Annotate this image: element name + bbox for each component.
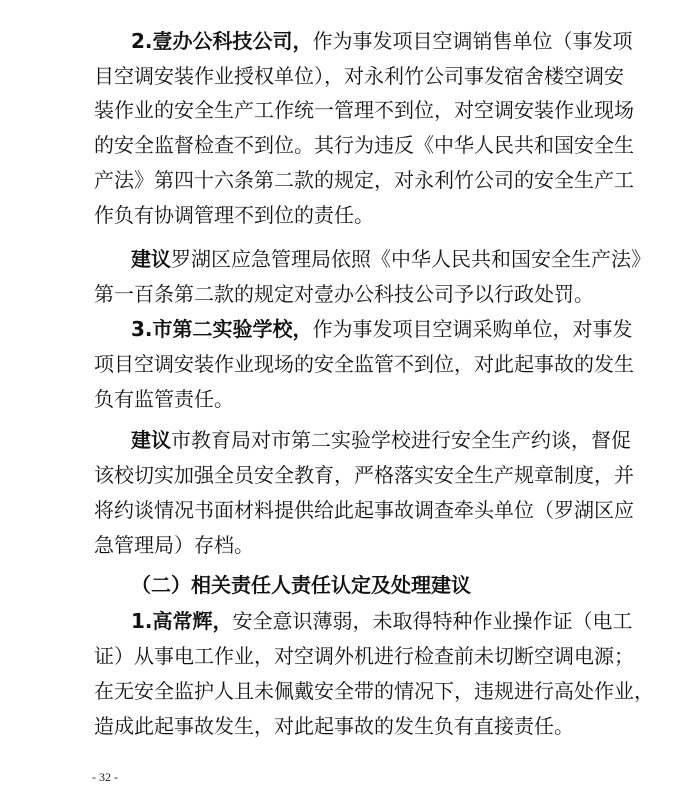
entity-name: 2.壹办公科技公司， <box>131 29 313 53</box>
paragraph-line: 建议罗湖区应急管理局依照《中华人民共和国安全生产法》 <box>131 247 651 271</box>
page-number: - 32 - <box>92 770 118 784</box>
person-name: 1.高常辉， <box>131 609 233 633</box>
section-heading: （二）相关责任人责任认定及处理建议 <box>131 573 471 597</box>
paragraph-line: 在无安全监护人且未佩戴安全带的情况下，违规进行高处作业， <box>94 679 654 703</box>
paragraph-line: 负有监管责任。 <box>94 387 234 411</box>
paragraph-line: 将约谈情况书面材料提供给此起事故调查牵头单位（罗湖区应 <box>94 498 634 522</box>
paragraph-line: 3.市第二实验学校，作为事发项目空调采购单位，对事发 <box>131 317 633 341</box>
paragraph-line: 2.壹办公科技公司，作为事发项目空调销售单位（事发项 <box>131 29 633 53</box>
paragraph-line: 造成此起事故发生，对此起事故的发生负有直接责任。 <box>94 714 574 738</box>
paragraph-line: 作负有协调管理不到位的责任。 <box>94 203 374 227</box>
paragraph-line: 产法》第四十六条第二款的规定，对永利竹公司的安全生产工 <box>94 168 634 192</box>
paragraph-line: 目空调安装作业授权单位），对永利竹公司事发宿舍楼空调安 <box>94 64 624 88</box>
paragraph-line: 的安全监督检查不到位。其行为违反《中华人民共和国安全生 <box>94 133 634 157</box>
paragraph-line: 证）从事电工作业，对空调外机进行检查前未切断空调电源； <box>94 644 634 668</box>
suggestion-label: 建议 <box>131 428 171 452</box>
paragraph-line: 急管理局）存档。 <box>94 533 254 557</box>
paragraph-line: 该校切实加强全员安全教育，严格落实安全生产规章制度，并 <box>94 463 634 487</box>
suggestion-label: 建议 <box>131 247 171 271</box>
paragraph-line: 第一百条第二款的规定对壹办公科技公司予以行政处罚。 <box>94 282 594 306</box>
paragraph-line: 建议市教育局对市第二实验学校进行安全生产约谈，督促 <box>131 428 631 452</box>
paragraph-line: 1.高常辉，安全意识薄弱，未取得特种作业操作证（电工 <box>131 609 633 633</box>
entity-name: 3.市第二实验学校， <box>131 317 313 341</box>
paragraph-line: 装作业的安全生产工作统一管理不到位，对空调安装作业现场 <box>94 98 634 122</box>
paragraph-line: 项目空调安装作业现场的安全监管不到位，对此起事故的发生 <box>94 352 634 376</box>
